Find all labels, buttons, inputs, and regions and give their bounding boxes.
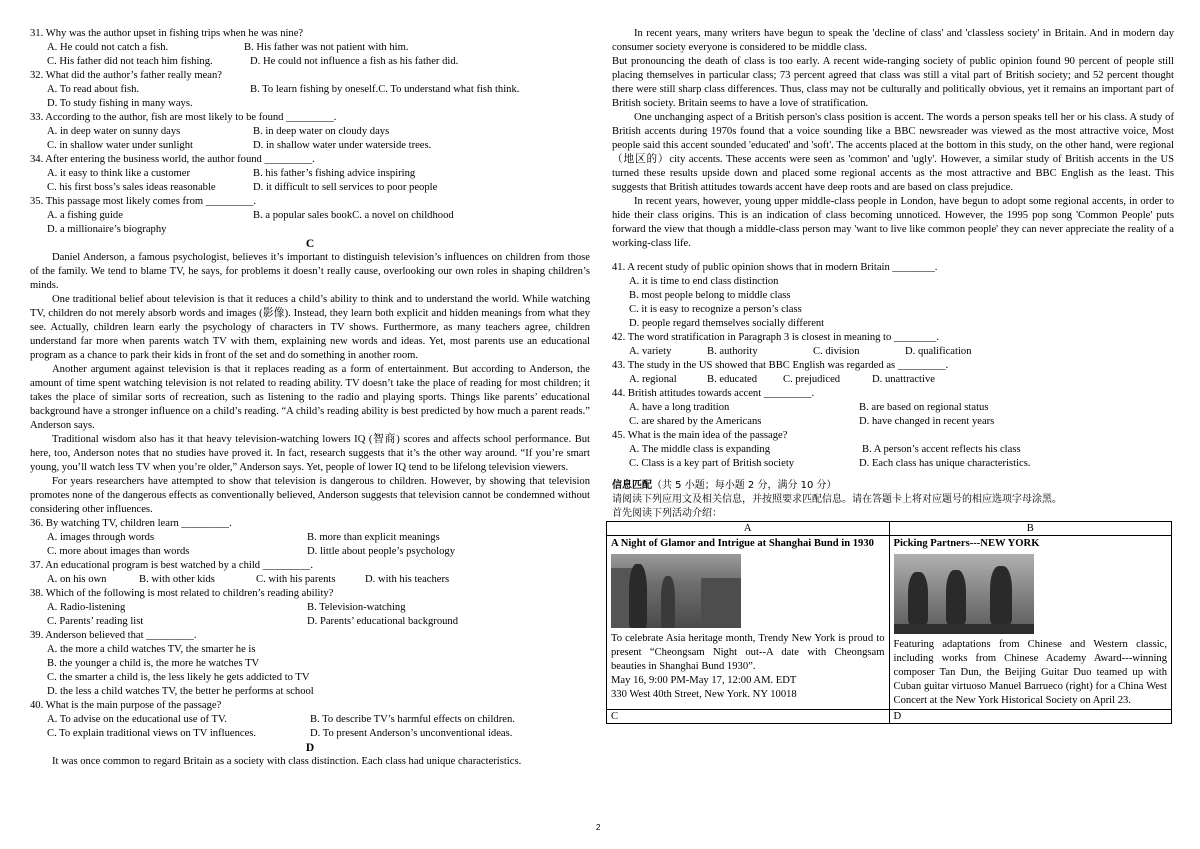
activity-table <box>606 521 1172 724</box>
activity-b-description: Featuring adaptations from Chinese and Western classic, including works from Chinese Academy Award---winning composer Tan Dun, the Beijing Guitar Duo teamed up with Cuban guitar virtuoso Manuel Barrueco (right) for a China West Concert at the New York Historical Society on April 23. <box>893 639 1167 706</box>
option-d: D. a millionaire’s biography <box>47 224 167 235</box>
question-stem: 43. The study in the US showed that BBC English was regarded as _________. <box>612 360 949 371</box>
option-c: C. Class is a key part of British society <box>629 458 795 469</box>
option-a: A. on his own <box>47 574 107 585</box>
option-a: A. The middle class is expanding <box>629 444 771 455</box>
option-d: D. He could not influence a fish as his father did. <box>250 56 459 67</box>
passage-c-paragraph-1: Daniel Anderson, a famous psychologist, believes it’s important to distinguish television’s influences on children from those of the family. We tend to blame TV, he says, for problems it doesn’t really cause, overlooking our own roles in shaping children’s minds. <box>30 252 590 291</box>
passage-d-paragraph-0: It was once common to regard Britain as a society with class distinction. Each class had unique characteristics. <box>52 756 522 767</box>
question-stem: 31. Why was the author upset in fishing trips when he was nine? <box>30 28 304 39</box>
option-c: C. a novel on childhood <box>352 210 454 221</box>
option-d: D. the less a child watches TV, the better he performs at school <box>47 686 314 697</box>
passage-c-paragraph-3: Another argument against television is that it replaces reading as a form of entertainment. But according to Anderson, the amount of time spent watching television is not related to reading ability. TV doesn’t take the place of reading for most children; it takes the place of similar sorts of recreation, such as listening to the radio and playing sports. Things like parents’ educational background have a stronger influence on a child’s reading. “A child’s reading ability is best predicted by how much a parent reads.” Anderson says. <box>30 364 590 431</box>
matching-instructions: 请阅读下列应用文及相关信息，并按照要求匹配信息。请在答题卡上将对应题号的相应选项字母涂黑。 <box>612 494 1062 505</box>
option-c: C. his first boss’s sales ideas reasonable <box>47 182 216 193</box>
question-45 <box>612 429 1174 471</box>
option-a: A. it easy to think like a customer <box>47 168 190 179</box>
option-d: D. Parents’ educational background <box>307 616 459 627</box>
column-header-c: C <box>607 710 890 724</box>
option-b: B. To describe TV’s harmful effects on children. <box>310 714 515 725</box>
column-header-a: A <box>607 522 890 536</box>
option-c: C. it is easy to recognize a person’s class <box>629 304 802 315</box>
option-b: B. educated <box>707 374 758 385</box>
option-b: B. a popular sales book <box>253 210 353 221</box>
question-stem: 37. An educational program is best watched by a child _________. <box>30 560 314 571</box>
page-number: 2 <box>596 823 601 832</box>
left-column <box>30 27 590 769</box>
option-d: D. it difficult to sell services to poor people <box>253 182 438 193</box>
option-b: B. most people belong to middle class <box>629 290 791 301</box>
matching-instructions-2: 首先阅读下列活动介绍： <box>612 508 722 519</box>
question-38 <box>30 587 590 629</box>
question-36 <box>30 517 590 559</box>
option-a: A. To advise on the educational use of TV. <box>47 714 227 725</box>
activity-a-description: To celebrate Asia heritage month, Trendy New York is proud to present “Cheongsam Night out--A date with Cheongsam beauties in Shanghai Bund 1930”. <box>611 633 885 672</box>
option-b: B. A person’s accent reflects his class <box>862 444 1021 455</box>
option-b: B. with other kids <box>139 574 215 585</box>
passage-d-paragraph-4: In recent years, however, young upper middle-class people in London, have begun to adopt some regional accents, in order to hide their class origins. This is an indication of class becoming unnoticed. However, the 1995 pop song 'Common People' puts forward the view that though a middle-class person may 'want to live like common people' they can never appreciate the reality of a working-class life. <box>612 196 1174 249</box>
passage-d-paragraph-1: In recent years, many writers have begun to speak the 'decline of class' and 'classless society' in Britain. And in modern day consumer society everyone is considered to be middle class. <box>612 28 1174 53</box>
option-c: C. with his parents <box>256 574 336 585</box>
right-column <box>612 27 1174 724</box>
option-b: B. Television-watching <box>307 602 406 613</box>
activity-a-title: A Night of Glamor and Intrigue at Shanghai Bund in 1930 <box>611 538 874 549</box>
question-41 <box>612 261 1174 331</box>
option-a: A. Radio-listening <box>47 602 126 613</box>
question-stem: 33. According to the author, fish are most likely to be found _________. <box>30 112 337 123</box>
option-d: D. have changed in recent years <box>859 416 995 427</box>
question-35 <box>30 195 590 237</box>
question-stem: 32. What did the author’s father really mean? <box>30 70 222 81</box>
option-b: B. authority <box>707 346 758 357</box>
option-b: B. more than explicit meanings <box>307 532 440 543</box>
option-b: B. in deep water on cloudy days <box>253 126 390 137</box>
question-stem: 38. Which of the following is most related to children’s reading ability? <box>30 588 334 599</box>
question-stem: 45. What is the main idea of the passage? <box>612 430 788 441</box>
passage-d-paragraph-2: But pronouncing the death of class is too early. A recent wide-ranging society of public opinion found 90 percent of people still placing themselves in particular class; 73 percent agreed that class was still a vital part of British society; and 52 percent thought there were still sharp class differences. Thus, class may not be culturally and politically obvious, yet it remains an important part of British society. Britain seems to have a love of stratification. <box>612 56 1174 109</box>
question-stem: 40. What is the main purpose of the passage? <box>30 700 222 711</box>
question-stem: 42. The word stratification in Paragraph 3 is closest in meaning to ________. <box>612 332 939 343</box>
option-a: A. regional <box>629 374 677 385</box>
option-c: C. the smarter a child is, the less likely he gets addicted to TV <box>47 672 310 683</box>
cheongsam-photo <box>611 554 741 628</box>
activity-a-cell <box>607 536 890 710</box>
option-c: C. To understand what fish think. <box>378 84 520 95</box>
question-42 <box>612 331 1174 359</box>
option-a: A. a fishing guide <box>47 210 123 221</box>
option-b: B. To learn fishing by oneself. <box>250 84 379 95</box>
option-c: C. To explain traditional views on TV influences. <box>47 728 257 739</box>
activity-a-time: May 16, 9:00 PM-May 17, 12:00 AM. EDT <box>611 675 797 686</box>
option-c: C. His father did not teach him fishing. <box>47 56 213 67</box>
matching-title: 信息匹配 <box>612 480 652 491</box>
option-d: D. people regard themselves socially different <box>629 318 825 329</box>
column-header-d: D <box>889 710 1172 724</box>
question-stem: 35. This passage most likely comes from _________. <box>30 196 257 207</box>
question-34 <box>30 153 590 195</box>
option-c: C. are shared by the Americans <box>629 416 762 427</box>
passage-c-paragraph-2: One traditional belief about television is that it reduces a child’s ability to think and to understand the world. While watching TV, children do not merely absorb words and images (影像). Instead, they learn both explicit and hidden meanings from what they see. Actually, children learn early the psychology of characters in TV shows. Furthermore, as many teachers agree, children understand far more when parents watch TV with them, explaining new words and ideas. Yet, most parents use an educational program as a chance to park their kids in front of the set and do something in another room. <box>30 294 590 361</box>
passage-d-paragraph-3: One unchanging aspect of a British person's class position is accent. The words a person speaks tell her or his class. A study of British accents during 1970s found that a voice sounding like a BBC newsreader was viewed as the most attractive voice, Most people said this accent sounded 'educated' and 'soft'. The accents placed at the bottom in this study, on the other hand, were regional（地区的）city accents. These accents were seen as 'common' and 'ugly'. However, a similar study of British accents in the US turned these results upside down and placed some regional accents as the most attractive and BBC English as the least. This suggests that British attitudes towards accent have deep roots and are based on class prejudice. <box>612 112 1174 193</box>
option-b: B. the younger a child is, the more he watches TV <box>47 658 260 669</box>
matching-section-header <box>612 479 1174 493</box>
matching-score-note: （共 5 小题；每小题 2 分，满分 10 分） <box>652 480 837 491</box>
question-43 <box>612 359 1174 387</box>
question-stem: 36. By watching TV, children learn _________. <box>30 518 232 529</box>
question-stem: 34. After entering the business world, the author found _________. <box>30 154 315 165</box>
option-d: D. with his teachers <box>365 574 450 585</box>
option-b: B. his father’s fishing advice inspiring <box>253 168 416 179</box>
column-header-b: B <box>889 522 1172 536</box>
option-c: C. prejudiced <box>783 374 841 385</box>
passage-c-paragraph-5: For years researchers have attempted to show that television is dangerous to children. However, by showing that television promotes none of the dangerous effects as conventionally believed, Anderson suggests that television cannot be condemned without considering other influences. <box>30 476 590 515</box>
question-37 <box>30 559 590 587</box>
option-d: D. qualification <box>905 346 972 357</box>
section-c-heading: C <box>305 238 315 250</box>
option-d: D. unattractive <box>872 374 935 385</box>
section-d-heading: D <box>305 742 315 754</box>
option-c: C. Parents’ reading list <box>47 616 144 627</box>
option-a: A. the more a child watches TV, the smarter he is <box>47 644 256 655</box>
option-d: D. Each class has unique characteristics. <box>859 458 1031 469</box>
question-33 <box>30 111 590 153</box>
passage-c-paragraph-4: Traditional wisdom also has it that heavy television-watching lowers IQ (智商) scores and affects school performance. But here, too, Anderson notes that no studies have proved it. In fact, research suggests that it’s the other way around. “If you’re smart young, you’ll watch less TV when you’re older,” Anderson says. Yet, people of lower IQ tend to be lifelong television viewers. <box>30 434 590 473</box>
option-b: B. are based on regional status <box>859 402 989 413</box>
question-stem: 39. Anderson believed that _________. <box>30 630 197 641</box>
option-c: C. in shallow water under sunlight <box>47 140 193 151</box>
option-c: C. division <box>813 346 860 357</box>
question-40 <box>30 699 590 741</box>
question-31 <box>30 27 590 69</box>
guitar-concert-photo <box>894 554 1034 634</box>
option-d: D. in shallow water under waterside trees. <box>253 140 432 151</box>
activity-b-cell <box>889 536 1172 710</box>
option-d: D. little about people’s psychology <box>307 546 455 557</box>
option-a: A. in deep water on sunny days <box>47 126 181 137</box>
option-a: A. To read about fish. <box>47 84 140 95</box>
option-a: A. it is time to end class distinction <box>629 276 779 287</box>
question-32 <box>30 69 590 111</box>
option-a: A. images through words <box>47 532 155 543</box>
question-stem: 44. British attitudes towards accent _________. <box>612 388 815 399</box>
option-a: A. variety <box>629 346 672 357</box>
question-stem: 41. A recent study of public opinion shows that in modern Britain ________. <box>612 262 938 273</box>
option-d: D. To study fishing in many ways. <box>47 98 193 109</box>
option-c: C. more about images than words <box>47 546 190 557</box>
question-39 <box>30 629 590 699</box>
question-44 <box>612 387 1174 429</box>
option-b: B. His father was not patient with him. <box>244 42 409 53</box>
activity-a-address: 330 West 40th Street, New York. NY 10018 <box>611 689 797 700</box>
activity-b-title: Picking Partners---NEW YORK <box>893 538 1040 549</box>
option-a: A. He could not catch a fish. <box>47 42 169 53</box>
option-a: A. have a long tradition <box>629 402 730 413</box>
option-d: D. To present Anderson’s unconventional ideas. <box>310 728 513 739</box>
